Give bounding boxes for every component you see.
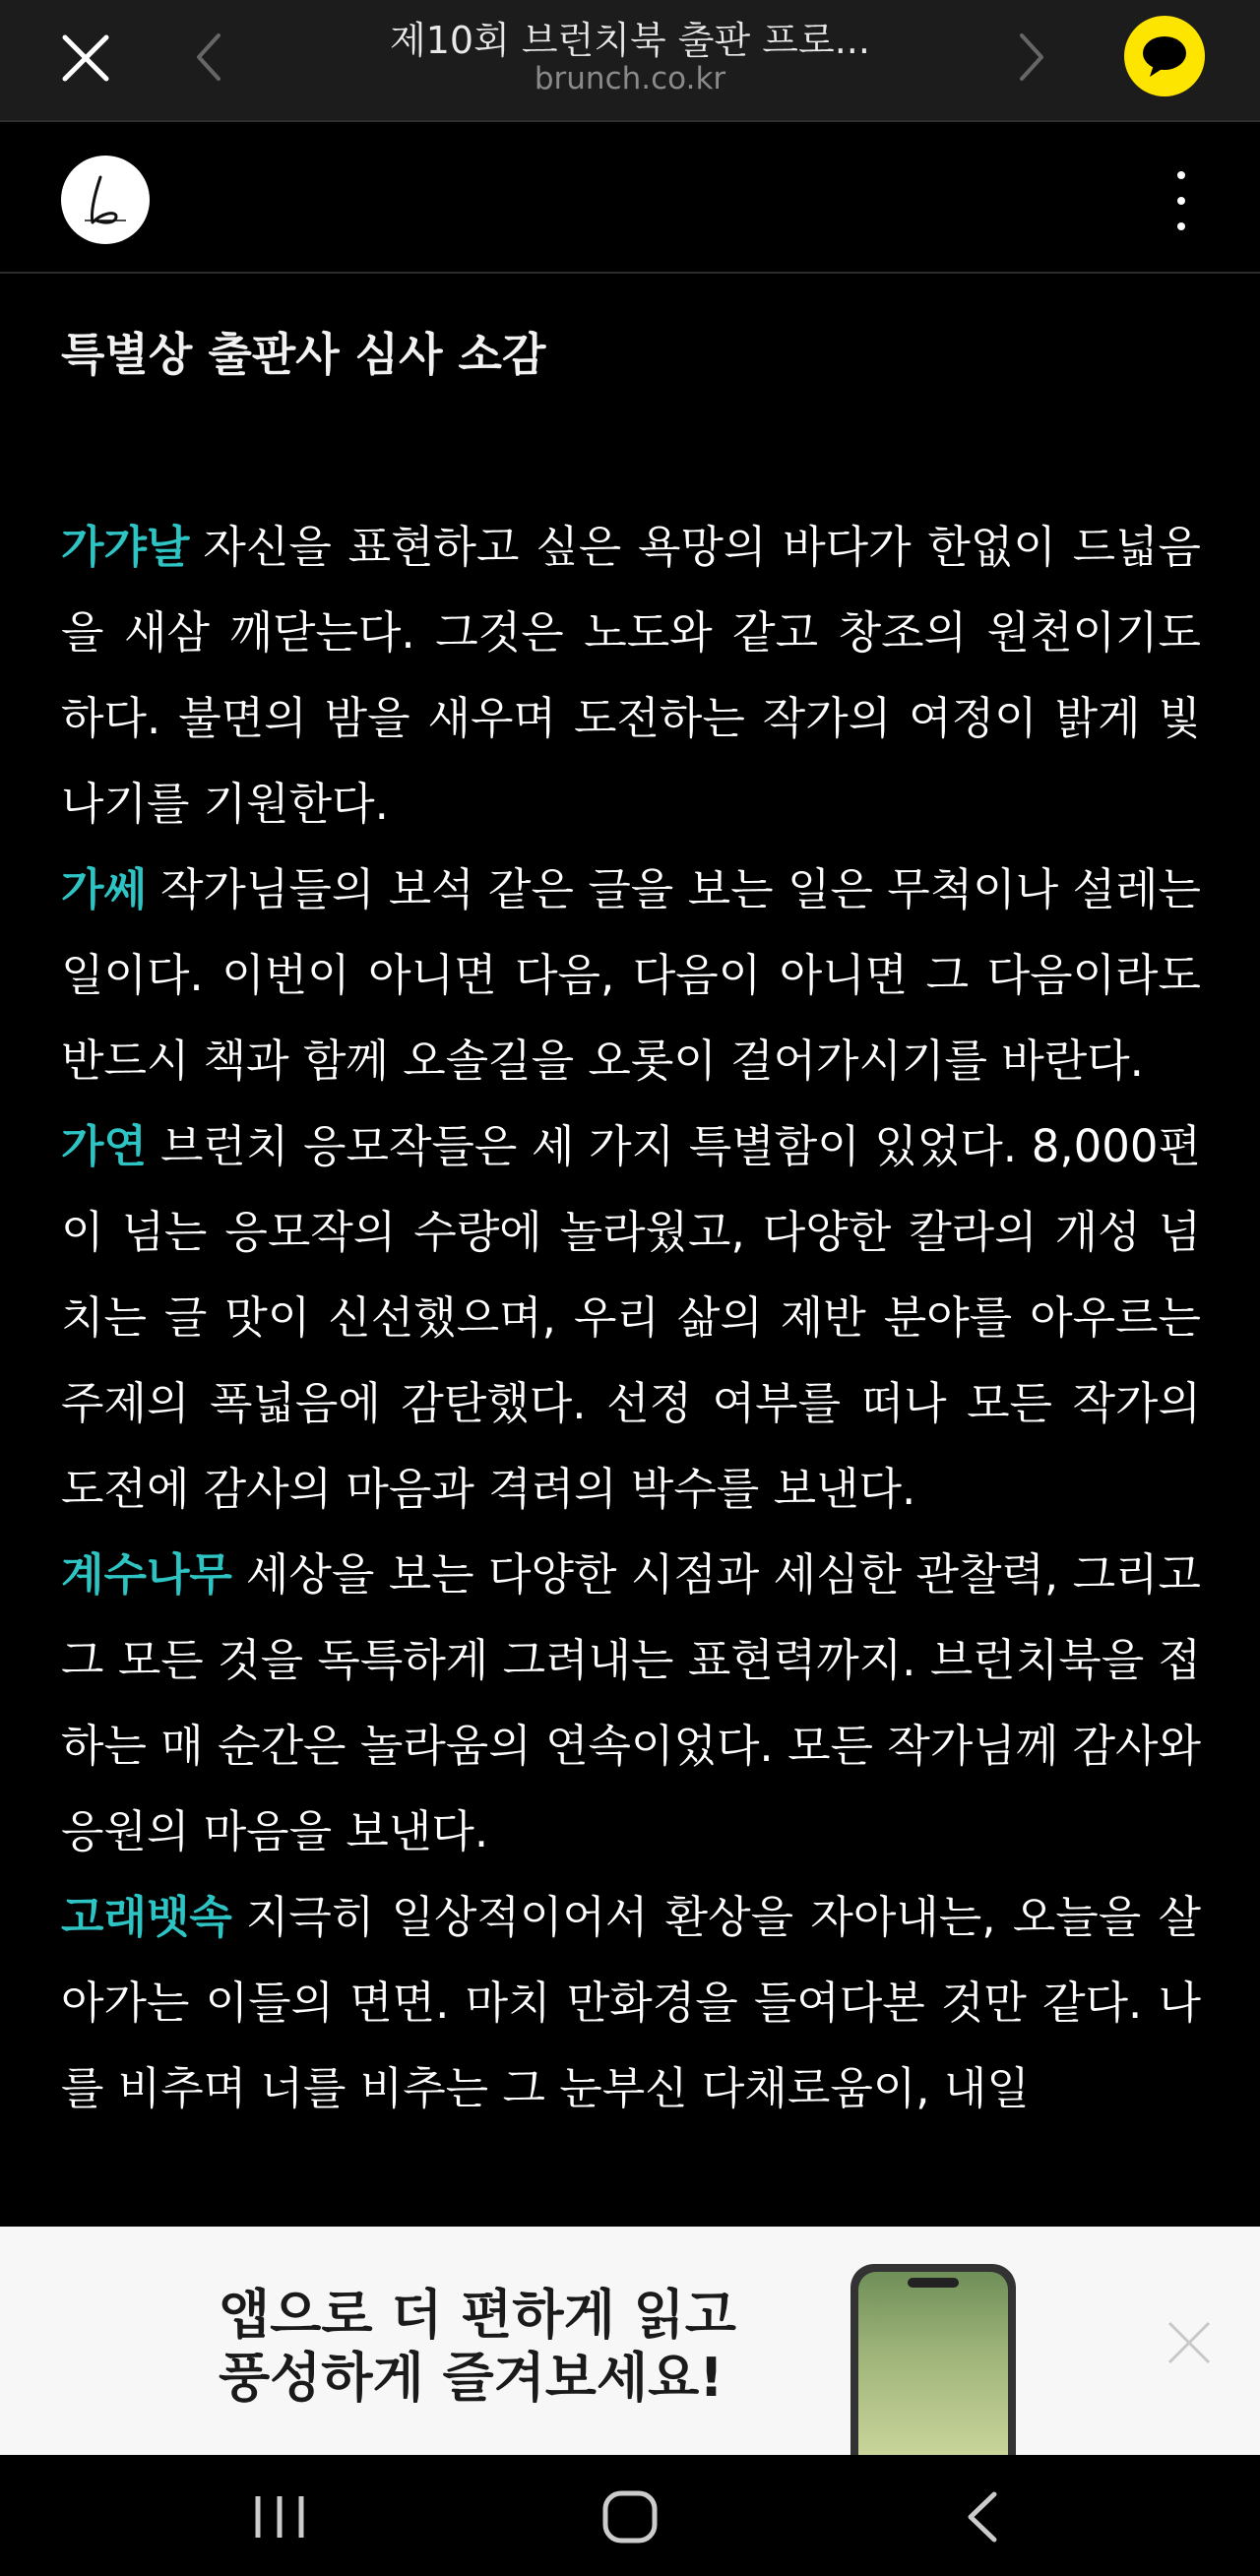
home-icon[interactable]: [600, 2488, 660, 2545]
brunch-logo[interactable]: [61, 156, 150, 244]
review-text: 작가님들의 보석 같은 글을 보는 일은 무척이나 설레는 일이다. 이번이 아니면 다음, 다음이 아니면 그 다음이라도 반드시 책과 함께 오솔길을 오롯이 걸어가시기를 바란다.: [61, 863, 1201, 1087]
browser-top-bar: [0, 0, 1260, 122]
banner-line-2: 풍성하게 즐겨보세요!: [219, 2347, 724, 2409]
back-icon[interactable]: [963, 2488, 1002, 2545]
review-paragraph: [61, 1532, 1201, 1874]
system-nav-bar: [0, 2455, 1260, 2576]
brunch-logo-mark: [61, 156, 150, 244]
banner-text: [219, 2284, 809, 2410]
banner-line-1: 앱으로 더 편하게 읽고: [219, 2284, 736, 2346]
chevron-right-icon[interactable]: [1012, 28, 1051, 87]
review-text: 지극히 일상적이어서 환상을 자아내는, 오늘을 살아가는 이들의 면면. 마치 만화경을 들여다본 것만 같다. 나를 비추며 너를 비추는 그 눈부신 다채로움이, 내일: [61, 1891, 1201, 2114]
review-paragraph: [61, 504, 1201, 847]
close-icon[interactable]: [1162, 2315, 1217, 2370]
page-title: 제10회 브런치북 출판 프로...: [390, 19, 870, 62]
chevron-left-icon[interactable]: [189, 28, 228, 87]
review-paragraph: [61, 1103, 1201, 1532]
close-icon[interactable]: [57, 30, 114, 87]
publisher-name: 계수나무: [61, 1548, 232, 1601]
review-paragraph: [61, 847, 1201, 1103]
site-header: [0, 122, 1260, 274]
speech-bubble-icon: [1124, 16, 1205, 96]
publisher-name: 가쎄: [61, 863, 147, 915]
publisher-name: 가갸날: [61, 521, 190, 573]
more-vertical-icon[interactable]: [1162, 161, 1201, 240]
publisher-name: 고래뱃속: [61, 1891, 232, 1943]
phone-mockup-image: [850, 2264, 1016, 2455]
article-body: [61, 325, 1201, 2131]
review-paragraph: [61, 1874, 1201, 2131]
kakaotalk-share-button[interactable]: [1124, 16, 1205, 96]
phone-notch: [908, 2278, 959, 2288]
page-url: brunch.co.kr: [534, 61, 726, 96]
review-text: 브런치 응모작들은 세 가지 특별함이 있었다. 8,000편이 넘는 응모작의 수량에 놀라웠고, 다양한 칼라의 개성 넘치는 글 맛이 신선했으며, 우리 삶의 제반 분야를 아우르는 주제의 폭넓음에 감탄했다. 선정 여부를 떠나 모든 작가의 도전에 감사의 마음과 격려의 박수를 보낸다.: [61, 1120, 1201, 1515]
recent-apps-icon[interactable]: [248, 2492, 311, 2542]
review-text: 세상을 보는 다양한 시점과 세심한 관찰력, 그리고 그 모든 것을 독특하게 그려내는 표현력까지. 브런치북을 접하는 매 순간은 놀라움의 연속이었다. 모든 작가님께 감사와 응원의 마음을 보낸다.: [61, 1548, 1201, 1857]
section-heading: 특별상 출판사 심사 소감: [61, 328, 546, 381]
review-text: 자신을 표현하고 싶은 욕망의 바다가 한없이 드넓음을 새삼 깨닫는다. 그것은 노도와 같고 창조의 원천이기도 하다. 불면의 밤을 새우며 도전하는 작가의 여정이 밝게 빛나기를 기원한다.: [61, 521, 1201, 830]
phone-screen: [858, 2272, 1008, 2455]
publisher-name: 가연: [61, 1120, 147, 1172]
app-install-banner[interactable]: [0, 2227, 1260, 2455]
